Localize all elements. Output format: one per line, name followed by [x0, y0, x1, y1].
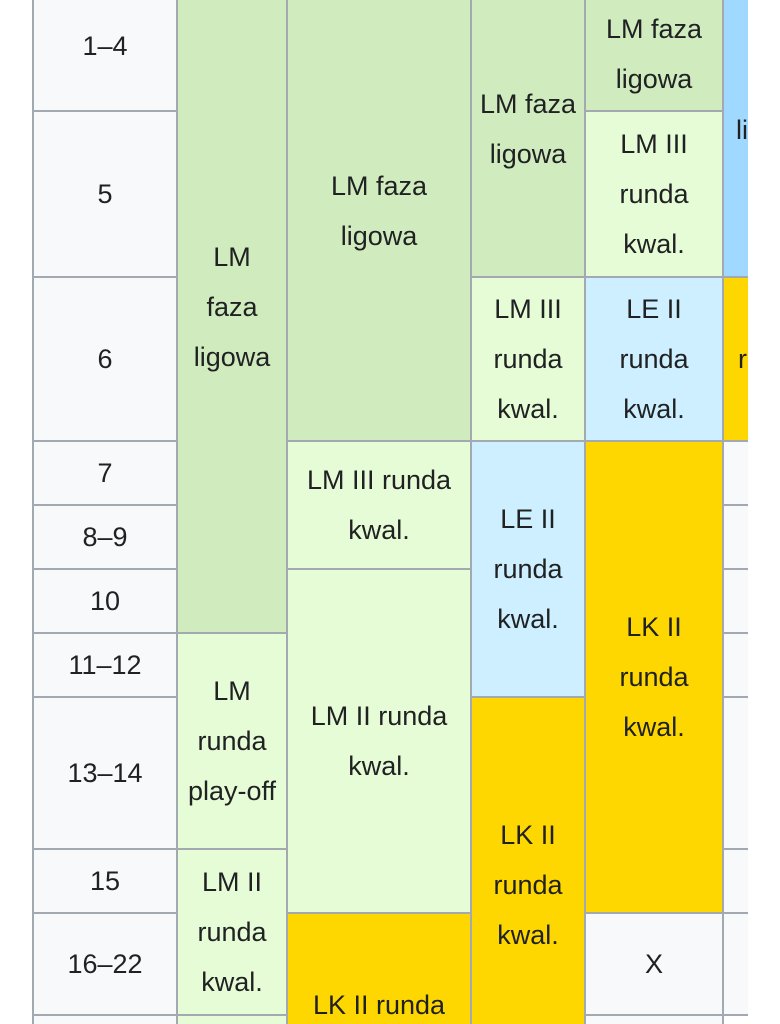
- right-margin: [748, 0, 780, 1024]
- cell-text: LE II runda kwal.: [619, 294, 689, 424]
- row-label-text: 13–14: [67, 758, 143, 788]
- row-label-text: 16–22: [67, 949, 143, 979]
- cell-text: LM II runda kwal.: [197, 867, 267, 997]
- cell-text: r: [738, 344, 747, 374]
- cell-text: X: [644, 949, 663, 979]
- col2-lk-ii-runda: [286, 912, 472, 1024]
- row-label-7: [32, 440, 178, 506]
- cell-text: LM faza ligowa: [479, 89, 577, 169]
- cell-text: li: [736, 115, 748, 145]
- cell-text: LE II runda kwal.: [493, 504, 563, 634]
- cell-text: LM runda play-off: [187, 676, 277, 806]
- row-label-13-14: [32, 696, 178, 850]
- row-label-text: 10: [89, 586, 121, 616]
- col2-lm-ii-runda: [286, 568, 472, 914]
- row-label-11-12: [32, 632, 178, 698]
- row-label-text: 7: [97, 458, 113, 488]
- cell-text: LM III runda kwal.: [619, 129, 689, 259]
- col4-le-ii-runda: [584, 276, 724, 442]
- col1-next: [176, 1014, 288, 1024]
- cell-text: LM II runda kwal.: [310, 701, 448, 781]
- row-label-15: [32, 848, 178, 914]
- col3-lm-faza-ligowa: [470, 0, 586, 278]
- row-label-text: 15: [89, 866, 121, 896]
- row-label-8-9: [32, 504, 178, 570]
- row-label-16-22: [32, 912, 178, 1016]
- col4-next: [584, 1014, 724, 1024]
- row-label-text: 5: [97, 179, 113, 209]
- cell-text: LM faza ligowa: [330, 171, 428, 251]
- col2-lm-iii-runda: [286, 440, 472, 570]
- cell-text: LM III runda kwal.: [306, 465, 452, 545]
- cell-text: LK II runda kwal.: [619, 612, 689, 742]
- col3-lk-ii-runda: [470, 696, 586, 1024]
- col2-lm-faza-ligowa: [286, 0, 472, 442]
- col1-lm-ii-runda: [176, 848, 288, 1016]
- row-label-text: 11–12: [68, 650, 142, 680]
- col4-x: [584, 912, 724, 1016]
- cell-text: LM faza ligowa: [193, 242, 271, 372]
- col3-le-ii-runda: [470, 440, 586, 698]
- cell-text: LK II runda: [312, 990, 446, 1020]
- col3-lm-iii-runda: [470, 276, 586, 442]
- row-label-5: [32, 110, 178, 278]
- row-label-6: [32, 276, 178, 442]
- cell-text: LM III runda kwal.: [493, 294, 563, 424]
- cell-text: LM faza ligowa: [605, 14, 703, 94]
- row-label-next: [32, 1014, 178, 1024]
- row-label-text: 6: [97, 344, 113, 374]
- col4-lm-iii-runda: [584, 110, 724, 278]
- col1-lm-faza-ligowa: [176, 0, 288, 634]
- row-label-1-4: [32, 0, 178, 112]
- cell-text: LK II runda kwal.: [493, 820, 563, 950]
- col1-lm-playoff: [176, 632, 288, 850]
- row-label-10: [32, 568, 178, 634]
- row-label-text: 8–9: [82, 522, 128, 552]
- col4-lk-ii-runda: [584, 440, 724, 914]
- col4-lm-faza-ligowa: [584, 0, 724, 112]
- row-label-text: 1–4: [82, 31, 128, 61]
